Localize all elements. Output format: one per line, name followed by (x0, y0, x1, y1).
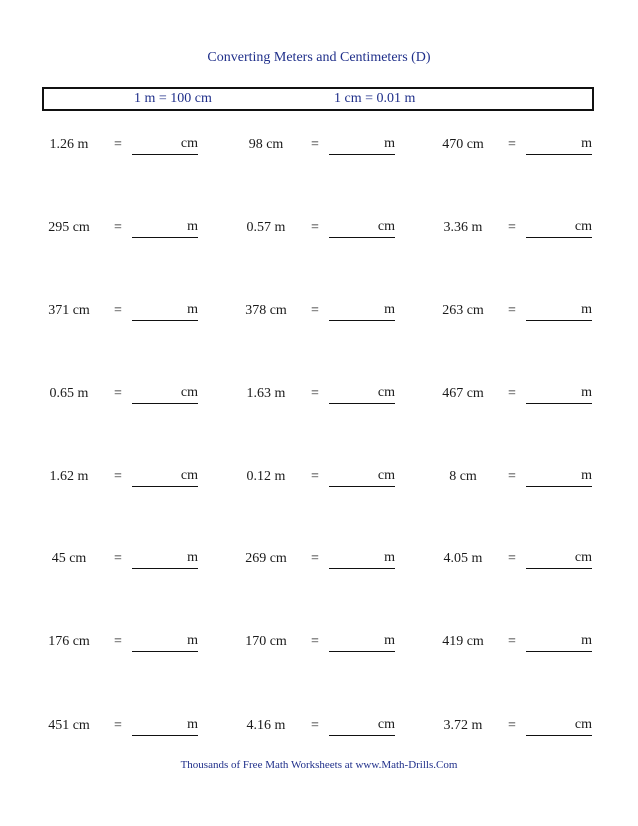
page-title: Converting Meters and Centimeters (D) (207, 50, 431, 65)
conversion-problem (36, 549, 233, 571)
answer-blank[interactable] (132, 549, 198, 569)
problem-row (0, 301, 638, 323)
answer-unit: m (581, 136, 592, 151)
given-measurement: 470 cm (442, 137, 484, 152)
problem-row (0, 135, 638, 157)
answer-blank[interactable] (329, 135, 395, 155)
equals-sign: = (114, 551, 122, 566)
given-measurement: 170 cm (245, 634, 287, 649)
answer-unit: cm (377, 385, 395, 400)
equals-sign: = (311, 551, 319, 566)
conversion-problem (233, 135, 430, 157)
conversion-cm-to-m: 1 cm = 0.01 m (334, 91, 416, 106)
conversion-problem (430, 135, 627, 157)
equals-sign: = (114, 718, 122, 733)
answer-unit: cm (377, 219, 395, 234)
conversion-problem (430, 301, 627, 323)
given-measurement: 176 cm (48, 634, 90, 649)
problem-row (0, 467, 638, 489)
conversion-problem (36, 218, 233, 240)
answer-blank[interactable] (526, 384, 592, 404)
equals-sign: = (508, 220, 516, 235)
answer-blank[interactable] (526, 301, 592, 321)
given-measurement: 0.57 m (246, 220, 286, 235)
problem-row (0, 549, 638, 571)
conversion-problem (430, 467, 627, 489)
answer-blank[interactable] (132, 135, 198, 155)
answer-unit: m (384, 136, 395, 151)
answer-blank[interactable] (526, 218, 592, 238)
equals-sign: = (508, 469, 516, 484)
answer-unit: cm (377, 717, 395, 732)
given-measurement: 378 cm (245, 303, 287, 318)
equals-sign: = (508, 303, 516, 318)
footer-credit: Thousands of Free Math Worksheets at www.Math-Drills.Com (180, 759, 458, 771)
answer-blank[interactable] (329, 384, 395, 404)
conversion-problem (36, 135, 233, 157)
problem-row (0, 716, 638, 738)
equals-sign: = (311, 220, 319, 235)
answer-unit: cm (574, 717, 592, 732)
answer-unit: m (581, 385, 592, 400)
conversion-problem (430, 632, 627, 654)
given-measurement: 4.05 m (443, 551, 483, 566)
conversion-problem (233, 301, 430, 323)
conversion-problem (36, 301, 233, 323)
equals-sign: = (508, 137, 516, 152)
conversion-problem (233, 716, 430, 738)
answer-unit: cm (180, 468, 198, 483)
conversion-problem (36, 467, 233, 489)
answer-unit: cm (574, 550, 592, 565)
given-measurement: 3.72 m (443, 718, 483, 733)
answer-unit: m (187, 302, 198, 317)
given-measurement: 4.16 m (246, 718, 286, 733)
answer-blank[interactable] (132, 716, 198, 736)
conversion-reference-box (42, 87, 594, 111)
conversion-m-to-cm: 1 m = 100 cm (134, 91, 212, 106)
conversion-problem (233, 218, 430, 240)
answer-blank[interactable] (329, 218, 395, 238)
answer-unit: m (187, 219, 198, 234)
answer-blank[interactable] (132, 218, 198, 238)
answer-unit: m (187, 550, 198, 565)
problem-row (0, 218, 638, 240)
answer-unit: m (384, 633, 395, 648)
equals-sign: = (508, 634, 516, 649)
conversion-problem (430, 549, 627, 571)
answer-blank[interactable] (329, 632, 395, 652)
given-measurement: 295 cm (48, 220, 90, 235)
answer-blank[interactable] (526, 135, 592, 155)
equals-sign: = (114, 303, 122, 318)
equals-sign: = (311, 303, 319, 318)
given-measurement: 8 cm (449, 469, 477, 484)
conversion-problem (430, 716, 627, 738)
answer-blank[interactable] (526, 716, 592, 736)
given-measurement: 1.63 m (246, 386, 286, 401)
answer-blank[interactable] (526, 632, 592, 652)
given-measurement: 269 cm (245, 551, 287, 566)
given-measurement: 98 cm (248, 137, 284, 152)
equals-sign: = (114, 386, 122, 401)
given-measurement: 371 cm (48, 303, 90, 318)
given-measurement: 467 cm (442, 386, 484, 401)
given-measurement: 1.62 m (49, 469, 89, 484)
answer-unit: m (581, 468, 592, 483)
answer-unit: m (581, 302, 592, 317)
answer-unit: cm (574, 219, 592, 234)
given-measurement: 451 cm (48, 718, 90, 733)
answer-blank[interactable] (132, 632, 198, 652)
equals-sign: = (508, 386, 516, 401)
given-measurement: 45 cm (51, 551, 87, 566)
problem-row (0, 384, 638, 406)
conversion-problem (430, 384, 627, 406)
equals-sign: = (311, 137, 319, 152)
given-measurement: 419 cm (442, 634, 484, 649)
answer-blank[interactable] (329, 467, 395, 487)
answer-blank[interactable] (329, 301, 395, 321)
given-measurement: 263 cm (442, 303, 484, 318)
conversion-problem (233, 632, 430, 654)
equals-sign: = (311, 718, 319, 733)
equals-sign: = (114, 137, 122, 152)
answer-blank[interactable] (329, 549, 395, 569)
equals-sign: = (114, 634, 122, 649)
answer-blank[interactable] (329, 716, 395, 736)
given-measurement: 0.12 m (246, 469, 286, 484)
conversion-problem (430, 218, 627, 240)
equals-sign: = (508, 718, 516, 733)
equals-sign: = (114, 220, 122, 235)
equals-sign: = (508, 551, 516, 566)
answer-unit: m (187, 633, 198, 648)
answer-unit: m (581, 633, 592, 648)
answer-unit: m (384, 302, 395, 317)
conversion-problem (233, 467, 430, 489)
equals-sign: = (311, 386, 319, 401)
conversion-problem (233, 549, 430, 571)
conversion-problem (233, 384, 430, 406)
conversion-problem (36, 384, 233, 406)
answer-blank[interactable] (132, 467, 198, 487)
answer-blank[interactable] (526, 549, 592, 569)
conversion-problem (36, 632, 233, 654)
equals-sign: = (311, 469, 319, 484)
answer-blank[interactable] (132, 384, 198, 404)
given-measurement: 3.36 m (443, 220, 483, 235)
equals-sign: = (311, 634, 319, 649)
given-measurement: 0.65 m (49, 386, 89, 401)
answer-unit: cm (180, 136, 198, 151)
problem-row (0, 632, 638, 654)
conversion-problem (36, 716, 233, 738)
answer-blank[interactable] (132, 301, 198, 321)
answer-blank[interactable] (526, 467, 592, 487)
answer-unit: cm (180, 385, 198, 400)
answer-unit: cm (377, 468, 395, 483)
equals-sign: = (114, 469, 122, 484)
given-measurement: 1.26 m (49, 137, 89, 152)
answer-unit: m (384, 550, 395, 565)
answer-unit: m (187, 717, 198, 732)
